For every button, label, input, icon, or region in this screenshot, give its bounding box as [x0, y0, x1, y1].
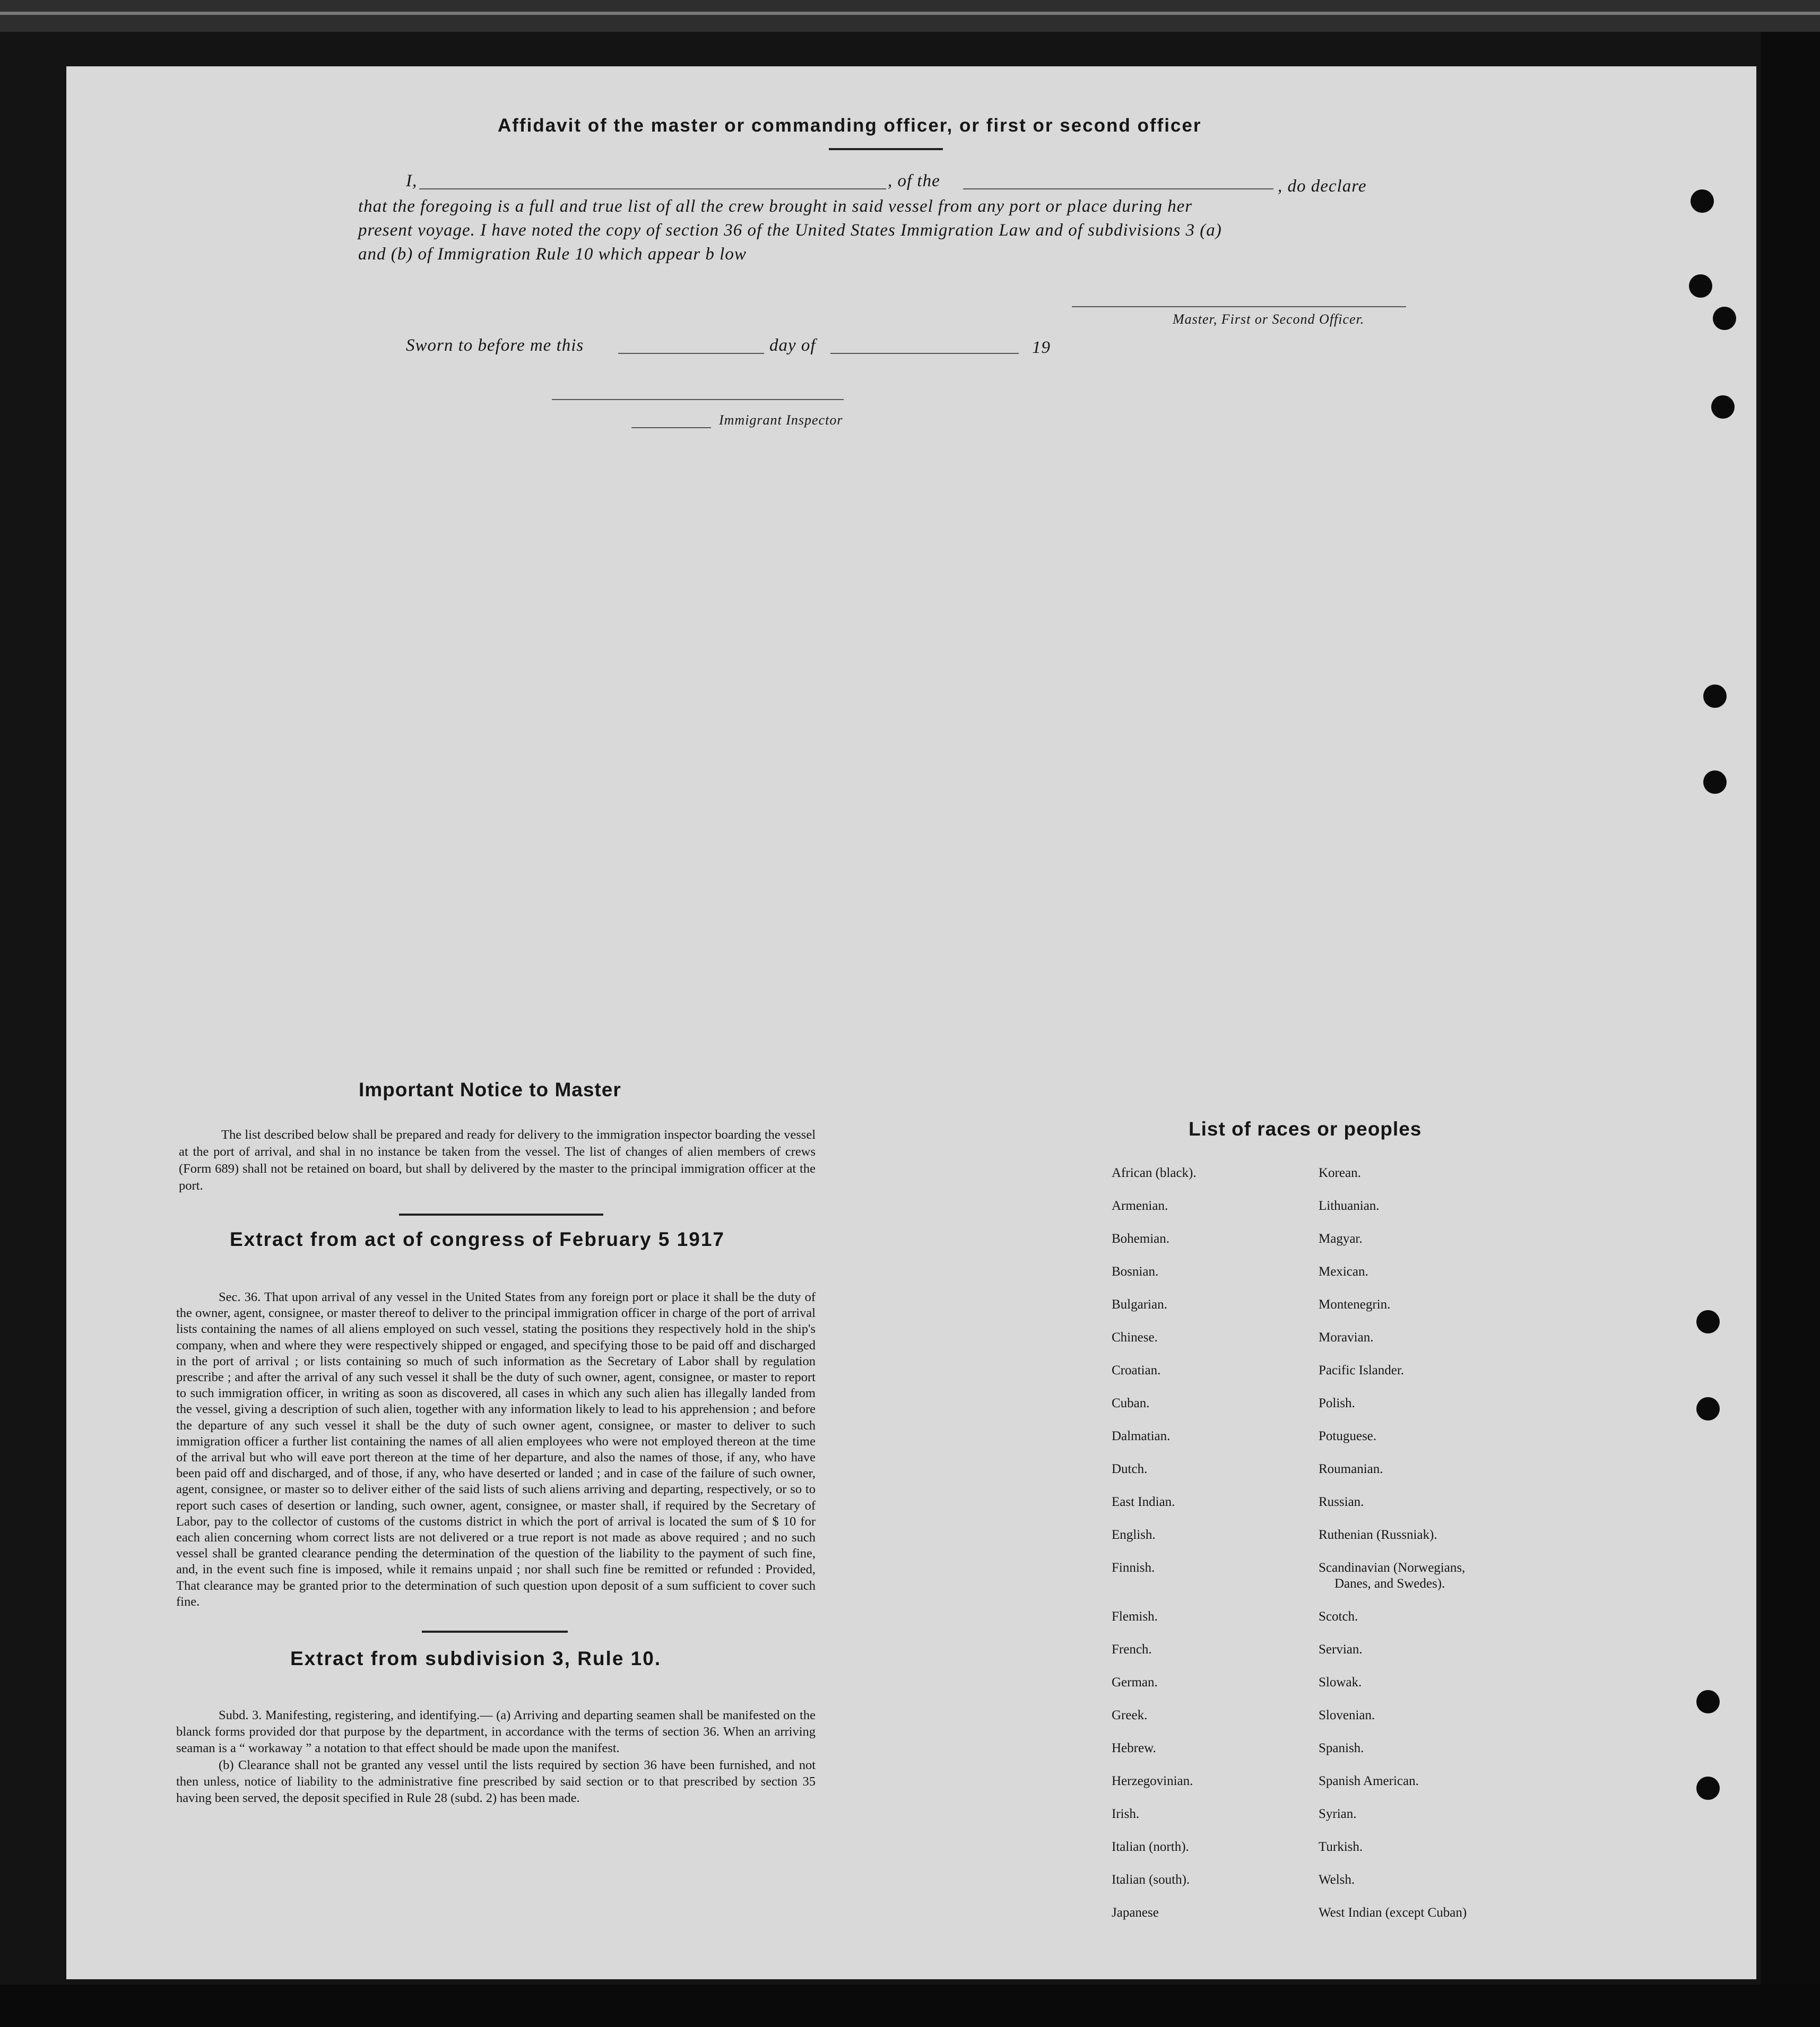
race-item: Pacific Islander.: [1319, 1363, 1405, 1378]
race-item: Spanish American.: [1319, 1774, 1419, 1788]
affidavit-declare-label: , do declare: [1278, 177, 1367, 196]
race-item: Cuban.: [1112, 1396, 1150, 1410]
rule-paragraph-a: Subd. 3. Manifesting, registering, and identifying.— (a) Arriving and departing seamen shall be manifested on the blanck forms provided dor that purpose by the department, in accordance with the terms of section 36. When an arriving seaman is a “ workaway ” a notation to that effect should be made upon the manifest.: [176, 1708, 816, 1756]
race-item: Scotch.: [1319, 1609, 1358, 1624]
notice-rule: [399, 1214, 603, 1216]
act-extract-title: Extract from act of congress of February 5 1917: [230, 1228, 725, 1250]
notice-title: Important Notice to Master: [359, 1079, 621, 1101]
punch-hole: [1713, 307, 1736, 330]
race-item: Syrian.: [1319, 1807, 1357, 1821]
race-item: African (black).: [1112, 1166, 1197, 1180]
race-item: Armenian.: [1112, 1199, 1168, 1213]
notice-paragraph: The list described below shall be prepared and ready for delivery to the immigration inspector boarding the vessel at the port of arrival, and shal in no instance be taken from the vessel. The list of changes of alien members of crews (Form 689) shall not be retained on board, but shall by delivered by the master to the principal immigration officer at the port.: [179, 1128, 816, 1193]
race-item: East Indian.: [1112, 1495, 1175, 1509]
day-of-label: day of: [769, 336, 816, 355]
affidavit-line-4: and (b) of Immigration Rule 10 which appear b low: [358, 245, 747, 264]
race-item: Mexican.: [1319, 1264, 1368, 1279]
race-item: Chinese.: [1112, 1330, 1158, 1345]
race-item: Dalmatian.: [1112, 1429, 1171, 1443]
affidavit-line-3: present voyage. I have noted the copy of section 36 of the United States Immigration Law and of subdivisions 3 (a): [358, 221, 1222, 240]
race-item: Herzegovinian.: [1112, 1774, 1193, 1788]
race-item: Spanish.: [1319, 1741, 1364, 1755]
master-signature-line: [1072, 306, 1406, 307]
race-item: Slowak.: [1319, 1675, 1362, 1690]
sworn-month-blank: [830, 353, 1019, 354]
race-item: Bosnian.: [1112, 1264, 1159, 1279]
race-item: Ruthenian (Russniak).: [1319, 1528, 1437, 1542]
punch-hole: [1696, 1397, 1720, 1420]
race-item: Russian.: [1319, 1495, 1364, 1509]
race-item: Welsh.: [1319, 1873, 1355, 1887]
race-item: Turkish.: [1319, 1840, 1363, 1854]
punch-hole: [1703, 685, 1727, 708]
punch-hole: [1691, 189, 1714, 213]
punch-hole: [1703, 770, 1727, 794]
race-item: Roumanian.: [1319, 1462, 1383, 1476]
rule-extract-title: Extract from subdivision 3, Rule 10.: [290, 1648, 662, 1669]
inspector-short-line: [631, 427, 711, 428]
race-item: Montenegrin.: [1319, 1297, 1391, 1312]
race-item: Danes, and Swedes).: [1334, 1576, 1445, 1591]
inspector-signature-line: [552, 399, 844, 400]
race-item: French.: [1112, 1642, 1152, 1657]
race-item: Bulgarian.: [1112, 1297, 1167, 1312]
affidavit-i-label: I,: [406, 171, 418, 190]
race-item: Greek.: [1112, 1708, 1148, 1722]
affidavit-of-the-label: , of the: [888, 171, 940, 190]
affidavit-line-2: that the foregoing is a full and true list of all the crew brought in said vessel from any port or place during her: [358, 197, 1193, 216]
race-item: Irish.: [1112, 1807, 1140, 1821]
race-item: Servian.: [1319, 1642, 1363, 1657]
race-item: Magyar.: [1319, 1232, 1363, 1246]
race-item: Bohemian.: [1112, 1232, 1170, 1246]
scan-frame-edge: [0, 12, 1820, 15]
race-item: Scandinavian (Norwegians,: [1319, 1561, 1466, 1575]
affidavit-title-rule: [829, 148, 943, 150]
race-item: Italian (north).: [1112, 1840, 1189, 1854]
name-blank: [419, 188, 886, 189]
race-item: Italian (south).: [1112, 1873, 1190, 1887]
race-item: Slovenian.: [1319, 1708, 1375, 1722]
act-extract-rule: [422, 1631, 568, 1633]
document-page: [66, 66, 1756, 1979]
year-label: 19: [1032, 338, 1051, 357]
inspector-label: Immigrant Inspector: [719, 412, 843, 428]
rule-paragraph-b: (b) Clearance shall not be granted any vessel until the lists required by section 36 have been furnished, and not then unless, notice of liability to the administrative fine prescribed by said section or to that prescribed by section 35 having been served, the deposit specified in Rule 28 (subd. 2) has been made.: [176, 1757, 816, 1806]
race-item: Flemish.: [1112, 1609, 1158, 1624]
race-item: Dutch.: [1112, 1462, 1148, 1476]
race-item: Japanese: [1112, 1905, 1159, 1920]
affidavit-title: Affidavit of the master or commanding officer, or first or second officer: [498, 115, 1202, 136]
scan-frame-right: [1761, 32, 1820, 2027]
scan-frame-top: [0, 0, 1820, 32]
race-item: Moravian.: [1319, 1330, 1374, 1345]
rule-extract-text: [176, 1707, 816, 1806]
punch-hole: [1689, 274, 1712, 298]
scan-frame-bottom: [0, 1985, 1820, 2027]
race-item: Lithuanian.: [1319, 1199, 1380, 1213]
section-36-paragraph: Sec. 36. That upon arrival of any vessel in the United States from any foreign port or place it shall be the duty of the owner, agent, consignee, or master thereof to deliver to the principal immigration officer in charge of the port of arrival lists containing the names of all aliens employed on such vessel, stating the positions they respectively hold in the ship's company, when and where they were respectively shipped or engaged, and specifying those to be paid off and discharged in the port of arrival ; or lists containing so much of such information as the Secretary of Labor shall by regulation prescribe ; and after the arrival of any such vessel it shall be the duty of such owner, agent, consignee, or master to report to such immigration officer, in writing as soon as discovered, all cases in which any such alien has illegally landed from the vessel, giving a description of such alien, together with any information likely to lead to his apprehension ; and before the departure of any such vessel it shall be the duty of such owner agent, consignee, or master to deliver to such immigration officer a further list containing the names of all alien employees who were not employed thereon at the time of the arrival but who will eave port thereon at the time of her departure, and also the names of those, if any, who have been paid off and discharged, and of those, if any, who have deserted or landed ; and in case of the failure of such owner, agent, consignee, or master so to deliver either of the said lists of such aliens arriving and departing, respectively, or so to report such cases of desertion or landing, such owner, agent, consignee, or master shall, if required by the Secretary of Labor, pay to the collector of customs of the customs district in which the port of arrival is located the sum of $ 10 for each alien concerning whom correct lists are not delivered or a true report is not made as above required ; and no such vessel shall be granted clearance pending the determination of the question of the liability to the payment of such fine, and, in the event such fine is imposed, while it remains unpaid ; nor shall such fine be remitted or refunded : Provided, That clearance may be granted prior to the determination of such question upon deposit of a sum sufficient to cover such fine.: [176, 1290, 816, 1609]
race-item: Croatian.: [1112, 1363, 1161, 1378]
race-item: Hebrew.: [1112, 1741, 1156, 1755]
race-item: Polish.: [1319, 1396, 1355, 1410]
act-extract-text: [176, 1289, 816, 1610]
sworn-day-blank: [618, 353, 764, 354]
punch-hole: [1696, 1690, 1720, 1713]
races-title: List of races or peoples: [1189, 1118, 1422, 1140]
race-item: Potuguese.: [1319, 1429, 1377, 1443]
sworn-label: Sworn to before me this: [406, 336, 584, 355]
race-item: German.: [1112, 1675, 1158, 1690]
notice-text: [179, 1127, 816, 1194]
punch-hole: [1711, 395, 1735, 419]
race-item: Finnish.: [1112, 1561, 1155, 1575]
race-item: Korean.: [1319, 1166, 1361, 1180]
vessel-blank: [963, 188, 1273, 189]
race-item: English.: [1112, 1528, 1156, 1542]
race-item: West Indian (except Cuban): [1319, 1905, 1467, 1920]
punch-hole: [1696, 1310, 1720, 1333]
master-signature-label: Master, First or Second Officer.: [1173, 311, 1365, 327]
punch-hole: [1696, 1777, 1720, 1800]
